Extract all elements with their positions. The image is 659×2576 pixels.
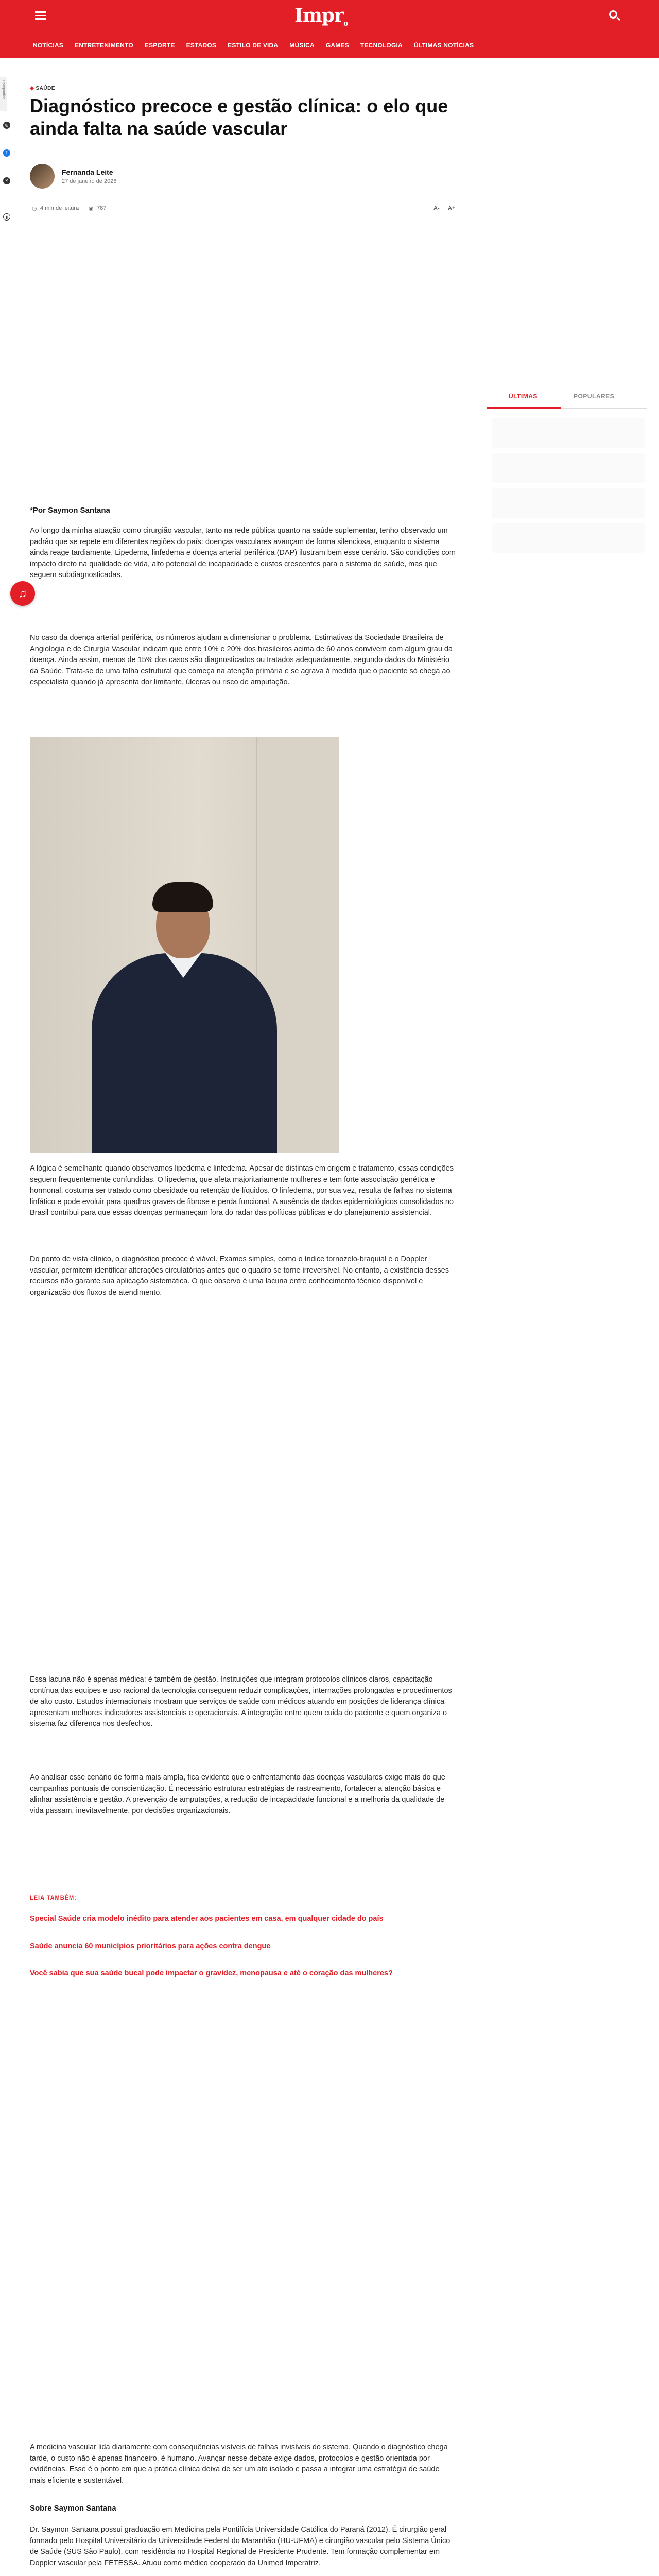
nav-item-games[interactable]: GAMES [325,42,349,49]
paragraph-6: Ao analisar esse cenário de forma mais ampla, fica evidente que o enfrentamento das doenças vasculares exige mais do que campanhas pontuais de conscientização. É necessário estruturar estratégias de rastreamento, fortalecer a atenção básica e alinhar assistência e gestão. A prevenção de amputações, a redução de incapacidade funcional e a melhoria da qualidade de vida passam, inevitavelmente, por decisões organizacionais. [30,1773,445,1815]
paragraph-3: A lógica é semelhante quando observamos lipedema e linfedema. Apesar de distintas em origem e tratamento, essas condições seguem frequentemente confundidas. O lipedema, que afeta majoritariamente mulheres e tem forte associação genética e hormonal, costuma ser tratado como obesidade ou retenção de líquidos. O linfedema, por sua vez, resulta de falhas no sistema linfático e pode evoluir para quadros graves de fibrose e perda funcional. A ausência de dados epidemiológicos consolidados no Brasil contribui para que essas doenças permaneçam fora do radar das políticas públicas e do planejamento assistencial. [30,1164,454,1217]
about-heading: Sobre Saymon Santana [30,2504,116,2513]
paragraph-4: Do ponto de vista clínico, o diagnóstico precoce é viável. Exames simples, como o índice tornozelo-braquial e o Doppler vascular, permitem identificar alterações circulatórias antes que o quadro se torne irreversível. No entanto, a existência desses recursos não garante sua aplicação sistemática. O que observo é uma lacuna entre conhecimento técnico disponível e organização dos fluxos de atendimento. [30,1255,449,1297]
font-decrease-button[interactable]: A- [433,205,440,211]
nav-item-entretenimento[interactable]: ENTRETENIMENTO [74,42,133,49]
sidebar-tabs [487,388,647,409]
publish-date: 27 de janeiro de 2026 [62,178,117,184]
whatsapp-icon[interactable]: ◎ [3,122,10,129]
view-count: 787 [97,205,107,211]
nav-item-ultimas[interactable]: ÚLTIMAS NOTÍCIAS [413,42,474,49]
hamburger-icon[interactable] [35,11,46,20]
tab-divider [561,408,647,409]
sidebar-item[interactable] [492,453,645,483]
nav-item-estados[interactable]: ESTADOS [186,42,217,49]
paragraph-2: No caso da doença arterial periférica, os números ajudam a dimensionar o problema. Estimativas da Sociedade Brasileira de Angiologia e de Cirurgia Vascular indicam que entre 10% e 20% dos brasileiros acima de 60 anos convivem com algum grau da doença. Ainda assim, menos de 15% dos casos são diagnosticados ou tratados adequadamente, segundo dados do Ministério da Saúde. Trata-se de uma falha estrutural que começa na atenção primária e se agrava à medida que o paciente só chega ao especialista quando já apresenta dor limitante, úlceras ou risco de amputação. [30,634,453,686]
about-paragraph-1: Dr. Saymon Santana possui graduação em Medicina pela Pontifícia Universidade Católica do Paraná (2012). É cirurgião geral formado pelo Hospital Universitário da Universidade Federal do Maranhão (HU-UFMA) e cirurgião vascular pelo Sistema Único de Saúde (SUS São Paulo), com residência no Hospital Regional de Presidente Prudente. Tem formação complementar em Doppler vascular pela FETESSA. Atuou como médico cooperado da Unimed Imperatriz. [30,2526,450,2567]
article-meta-bar [30,199,458,217]
related-heading: LEIA TAMBÉM: [30,1895,77,1901]
photo-shirt [92,953,277,1153]
paragraph-7: A medicina vascular lida diariamente com consequências visíveis de falhas invisíveis do sistema. Quando o diagnóstico chega tarde, o custo não é apenas financeiro, é humano. Avançar nesse debate exige dados, protocolos e gestão orientada por evidências. Esse é o ponto em que a prática clínica deixa de ser um ato isolado e passa a integrar uma estratégia de saúde mais eficiente e sustentável. [30,2443,448,2485]
photo-hair [152,882,213,912]
clock-icon: ◷ [32,206,37,212]
facebook-icon[interactable]: f [3,149,10,157]
sidebar-item[interactable] [492,418,645,448]
paragraph-1: Ao longo da minha atuação como cirurgião vascular, tanto na rede pública quanto na saúde suplementar, tenho observado um padrão que se repete em diferentes regiões do país: doenças vasculares avançam de forma silenciosa, enquanto o sistema ainda reage tardiamente. Lipedema, linfedema e doença arterial periférica (DAP) ilustram bem esse cenário. São condições com impacto direto na qualidade de vida, alto potencial de incapacidade e custos crescentes para o sistema de saúde, mas que seguem subdiagnosticadas. [30,527,456,579]
top-header [0,0,659,32]
author-photo [30,737,339,1153]
article-title: Diagnóstico precoce e gestão clínica: o elo que ainda falta na saúde vascular [30,95,448,139]
paragraph-5: Essa lacuna não é apenas médica; é também de gestão. Instituições que integram protocolos clínicos claros, capacitação contínua das equipes e uso racional da tecnologia conseguem reduzir complicações, internações prolongadas e procedimentos de alto custo. Estudos internacionais mostram que serviços de saúde com médicos atuando em posições de liderança clínica apresentam melhores indicadores assistenciais e operacionais. A integração entre quem cuida do paciente e quem organiza o sistema faz diferença nos desfechos. [30,1675,452,1728]
tab-ultimas[interactable]: ÚLTIMAS [509,393,537,400]
eye-icon: ◉ [89,206,94,212]
category-tag[interactable]: ◆ SAÚDE [30,86,458,91]
tab-populares[interactable]: POPULARES [574,393,615,400]
related-link-3[interactable]: Você sabia que sua saúde bucal pode impactar o gravidez, menopausa e até o coração das mulheres? [30,1969,393,1977]
notification-bell-icon[interactable]: ♫ [10,581,35,606]
nav-item-estilo-de-vida[interactable]: ESTILO DE VIDA [228,42,279,49]
tab-indicator [487,407,561,409]
nav-item-musica[interactable]: MÚSICA [289,42,315,49]
nav-item-esporte[interactable]: ESPORTE [144,42,175,49]
author-name[interactable]: Fernanda Leite [62,168,113,176]
article-byline: *Por Saymon Santana [30,506,110,515]
site-logo[interactable]: Impr$_o$ [294,5,348,28]
related-link-1[interactable]: Special Saúde cria modelo inédito para atender aos pacientes em casa, em qualquer cidade do país [30,1914,384,1923]
sidebar-item[interactable] [492,523,645,553]
author-block [30,164,458,192]
sidebar-item[interactable] [492,488,645,518]
avatar[interactable] [30,164,55,189]
nav-item-tecnologia[interactable]: TECNOLOGIA [360,42,403,49]
read-time: 4 min de leitura [40,205,79,211]
search-icon[interactable] [609,10,617,19]
x-icon[interactable]: ✕ [3,177,10,184]
main-nav [0,32,659,58]
bookmark-icon[interactable]: ▮ [3,213,10,221]
related-link-2[interactable]: Saúde anuncia 60 municípios prioritários para ações contra dengue [30,1942,271,1951]
font-increase-button[interactable]: A+ [448,205,456,211]
nav-item-noticias[interactable]: NOTÍCIAS [33,42,63,49]
share-tab[interactable]: Compartilhe [0,77,7,111]
